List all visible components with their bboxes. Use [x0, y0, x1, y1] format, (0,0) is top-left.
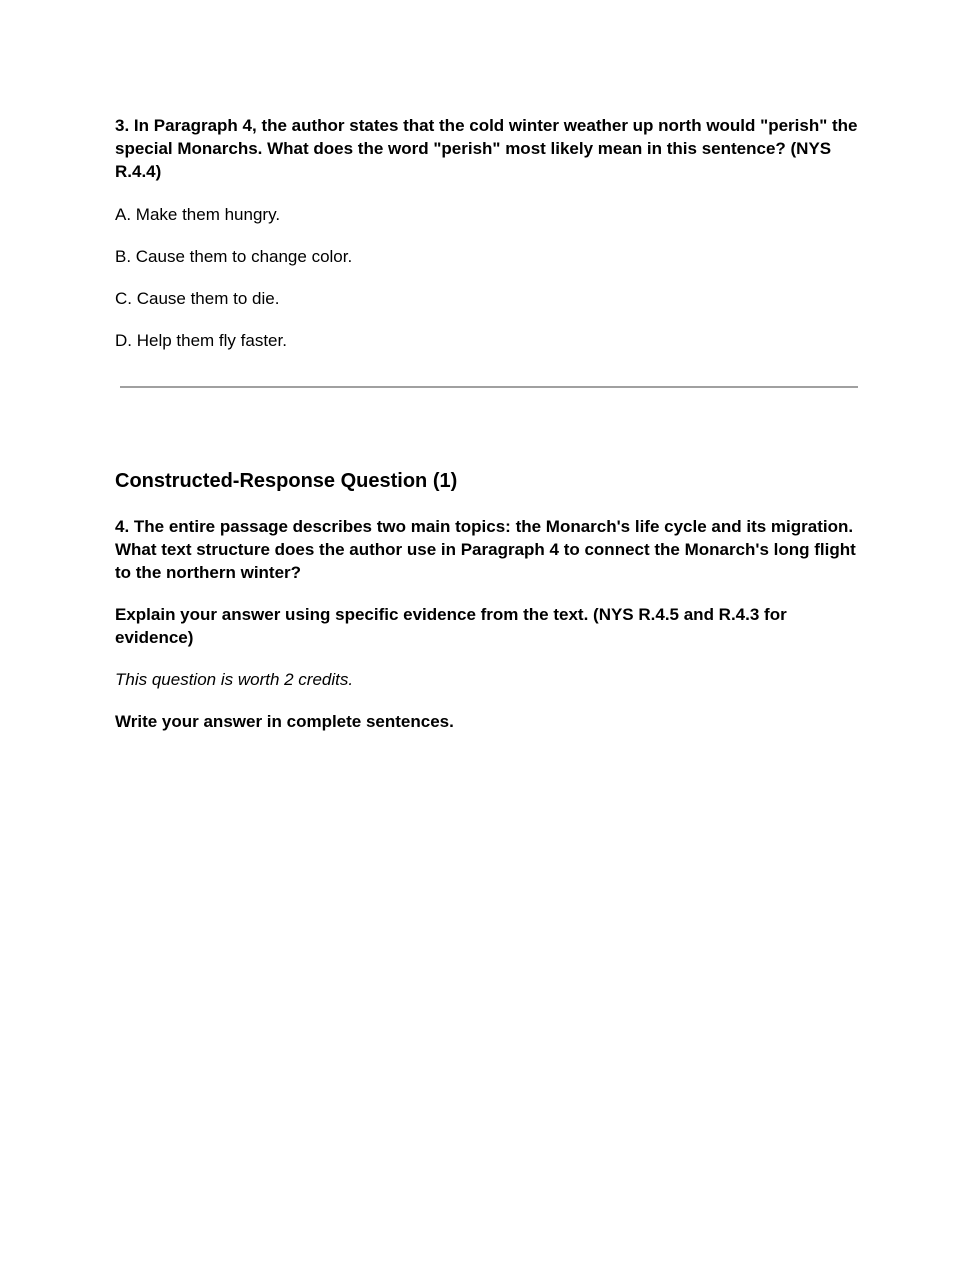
- question-4-credits-note: This question is worth 2 credits.: [115, 670, 354, 689]
- constructed-response-section: [115, 468, 860, 733]
- question-3-choice-c: C. Cause them to die.: [115, 289, 280, 308]
- question-3-choice-a: A. Make them hungry.: [115, 205, 281, 224]
- question-3-stem: 3. In Paragraph 4, the author states that the cold winter weather up north would "perish" the special Monarchs. What does the word "perish" most likely mean in this sentence? (NYS R.4.4): [115, 116, 858, 181]
- section-divider: [120, 386, 858, 388]
- document-page: [115, 114, 860, 352]
- question-4-explain: Explain your answer using specific evidence from the text. (NYS R.4.5 and R.4.3 for evidence): [115, 605, 787, 647]
- question-3-choice-d: D. Help them fly faster.: [115, 331, 287, 350]
- question-4-stem: 4. The entire passage describes two main topics: the Monarch's life cycle and its migration. What text structure does the author use in Paragraph 4 to connect the Monarch's long flight to the northern winter?: [115, 517, 856, 582]
- section-title: Constructed-Response Question (1): [115, 470, 458, 492]
- question-4-instruction: Write your answer in complete sentences.: [115, 712, 454, 731]
- question-3-choice-b: B. Cause them to change color.: [115, 247, 353, 266]
